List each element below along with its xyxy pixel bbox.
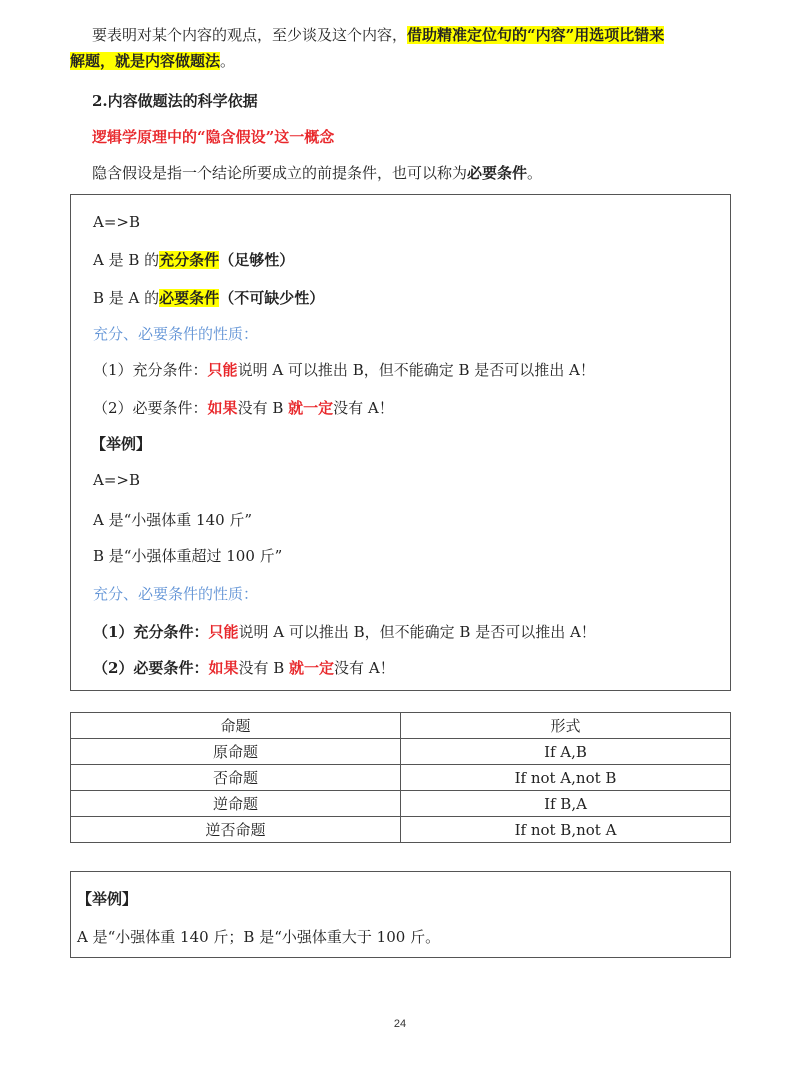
example-label: 【举例】 [91, 435, 152, 453]
prop4-label: （2）必要条件： [93, 659, 209, 677]
prop1-key: 只能 [207, 361, 238, 379]
prop3-label: （1）充分条件： [93, 623, 209, 641]
definition-text: 隐含假设是指一个结论所要成立的前提条件，也可以称为 [92, 164, 468, 182]
table-row [71, 791, 731, 817]
definition-end: 。 [527, 164, 543, 182]
props-heading-2: 充分、必要条件的性质： [93, 585, 259, 603]
example-b: B 是“小强体重超过 100 斤” [93, 547, 283, 565]
necessary-definition [93, 287, 324, 308]
prop4-key1: 如果 [208, 659, 239, 677]
suff-note: （足够性） [219, 251, 295, 269]
prop-sufficient [93, 359, 595, 380]
definition-bold: 必要条件 [467, 164, 528, 182]
cell-proposition: 原命题 [71, 739, 401, 765]
cell-form: If not B,not A [401, 817, 731, 843]
example-formula: A=>B [93, 471, 140, 489]
conditions-box [70, 194, 731, 691]
cell-proposition: 逆命题 [71, 791, 401, 817]
intro-highlight-2: 解题，就是内容做题法 [70, 52, 221, 70]
proposition-table [70, 712, 731, 843]
prop2-rest: 没有 A！ [333, 399, 394, 417]
formula: A=>B [93, 213, 140, 231]
suff-term: 充分条件 [159, 251, 220, 269]
props-heading: 充分、必要条件的性质： [93, 325, 259, 343]
nec-term: 必要条件 [159, 289, 220, 307]
table-row [71, 739, 731, 765]
table-row [71, 765, 731, 791]
prop2-mid: 没有 B [237, 399, 289, 417]
prop1-rest: 说明 A 可以推出 B，但不能确定 B 是否可以推出 A！ [237, 361, 595, 379]
prop-necessary [93, 397, 394, 418]
section-heading: 2.内容做题法的科学依据 [92, 92, 258, 110]
nec-note: （不可缺少性） [219, 289, 325, 307]
header-form: 形式 [401, 713, 731, 739]
intro-text: 要表明对某个内容的观点，至少谈及这个内容， [92, 26, 408, 44]
intro-line-2 [70, 50, 235, 71]
prop2-label: （2）必要条件： [93, 399, 208, 417]
nec-prefix: B 是 A 的 [93, 289, 160, 307]
intro-highlight-1: 借助精准定位句的“内容”用选项比错来 [407, 26, 665, 44]
prop2-key2: 就一定 [288, 399, 334, 417]
prop3-rest: 说明 A 可以推出 B，但不能确定 B 是否可以推出 A！ [238, 623, 596, 641]
prop3-key: 只能 [208, 623, 239, 641]
page-number: 24 [393, 1018, 407, 1030]
example-a: A 是“小强体重 140 斤” [93, 511, 253, 529]
cell-proposition: 逆否命题 [71, 817, 401, 843]
sufficient-definition [93, 249, 294, 270]
definition-line [92, 162, 542, 183]
cell-form: If B,A [401, 791, 731, 817]
example-box-label: 【举例】 [77, 890, 138, 908]
table-header-row [71, 713, 731, 739]
suff-prefix: A 是 B 的 [93, 251, 160, 269]
cell-proposition: 否命题 [71, 765, 401, 791]
concept-heading: 逻辑学原理中的“隐含假设”这一概念 [92, 128, 335, 146]
cell-form: If A,B [401, 739, 731, 765]
intro-end: 。 [220, 52, 236, 70]
prop4-rest: 没有 A！ [334, 659, 395, 677]
cell-form: If not A,not B [401, 765, 731, 791]
example-prop-necessary [93, 657, 395, 678]
intro-line-1 [92, 24, 664, 45]
prop2-key1: 如果 [207, 399, 238, 417]
prop4-mid: 没有 B [238, 659, 290, 677]
example-box-text: A 是“小强体重 140 斤；B 是“小强体重大于 100 斤。 [77, 928, 441, 946]
header-proposition: 命题 [71, 713, 401, 739]
prop1-label: （1）充分条件： [93, 361, 208, 379]
table-row [71, 817, 731, 843]
prop4-key2: 就一定 [289, 659, 335, 677]
example-prop-sufficient [93, 621, 596, 642]
example-box [70, 871, 731, 958]
